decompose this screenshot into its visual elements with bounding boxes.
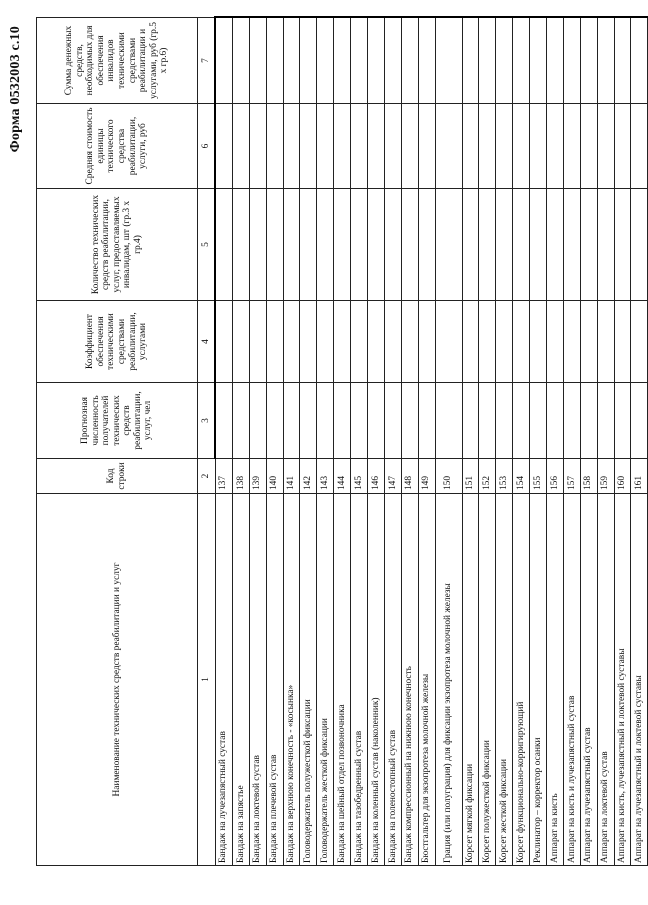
- row-name-cell: Аппарат на локтевой сустав: [597, 494, 614, 866]
- table-row: [351, 18, 368, 866]
- column-number: 2: [198, 459, 216, 494]
- empty-value-cell: [496, 189, 513, 301]
- header-name: Наименование технических средств реабилитации и услуг: [37, 494, 198, 866]
- empty-value-cell: [351, 383, 368, 459]
- empty-value-cell: [283, 18, 300, 104]
- empty-value-cell: [580, 301, 597, 383]
- empty-value-cell: [384, 104, 401, 189]
- empty-value-cell: [401, 104, 418, 189]
- row-name-cell: Бандаж на голеностопный сустав: [384, 494, 401, 866]
- empty-value-cell: [580, 383, 597, 459]
- row-name-cell: Грация (или полуграция) для фиксации экзопротеза молочной железы: [435, 494, 462, 866]
- empty-value-cell: [232, 104, 249, 189]
- row-code-cell: 140: [266, 459, 283, 494]
- empty-value-cell: [435, 189, 462, 301]
- empty-value-cell: [384, 18, 401, 104]
- empty-value-cell: [232, 189, 249, 301]
- empty-value-cell: [334, 301, 351, 383]
- header-row: [37, 18, 198, 866]
- row-code-cell: 145: [351, 459, 368, 494]
- empty-value-cell: [530, 104, 547, 189]
- row-code-cell: 142: [300, 459, 317, 494]
- column-number-row: [198, 18, 216, 866]
- empty-value-cell: [351, 189, 368, 301]
- header-forecast-count: Прогнозная численность получателей технических средств реабилитации, услуг, чел: [37, 383, 198, 459]
- empty-value-cell: [232, 18, 249, 104]
- empty-value-cell: [631, 301, 648, 383]
- row-code-cell: 159: [597, 459, 614, 494]
- table-row: [418, 18, 435, 866]
- row-code-cell: 155: [530, 459, 547, 494]
- empty-value-cell: [597, 301, 614, 383]
- empty-value-cell: [384, 383, 401, 459]
- empty-value-cell: [547, 104, 564, 189]
- row-name-cell: Аппарат на кисть и лучезапястный сустав: [563, 494, 580, 866]
- table-row: [266, 18, 283, 866]
- empty-value-cell: [266, 104, 283, 189]
- table-row: [368, 18, 385, 866]
- empty-value-cell: [266, 301, 283, 383]
- empty-value-cell: [462, 189, 479, 301]
- table-row: [300, 18, 317, 866]
- empty-value-cell: [283, 189, 300, 301]
- column-number: 5: [198, 189, 216, 301]
- empty-value-cell: [300, 104, 317, 189]
- row-name-cell: Реклинатор – корректор осанки: [530, 494, 547, 866]
- empty-value-cell: [317, 301, 334, 383]
- empty-value-cell: [334, 18, 351, 104]
- empty-value-cell: [232, 383, 249, 459]
- row-code-cell: 160: [614, 459, 631, 494]
- row-code-cell: 158: [580, 459, 597, 494]
- table-row: [283, 18, 300, 866]
- empty-value-cell: [614, 301, 631, 383]
- table-row: [597, 18, 614, 866]
- empty-value-cell: [351, 104, 368, 189]
- empty-value-cell: [614, 104, 631, 189]
- empty-value-cell: [334, 189, 351, 301]
- table-row: [249, 18, 266, 866]
- empty-value-cell: [563, 301, 580, 383]
- table-header: [37, 18, 216, 866]
- empty-value-cell: [496, 104, 513, 189]
- row-code-cell: 151: [462, 459, 479, 494]
- empty-value-cell: [563, 104, 580, 189]
- table-row: [513, 18, 530, 866]
- empty-value-cell: [547, 18, 564, 104]
- empty-value-cell: [300, 189, 317, 301]
- row-name-cell: Бандаж на лучезапястный сустав: [215, 494, 232, 866]
- empty-value-cell: [479, 104, 496, 189]
- empty-value-cell: [597, 104, 614, 189]
- column-number: 3: [198, 383, 216, 459]
- column-number: 1: [198, 494, 216, 866]
- empty-value-cell: [283, 383, 300, 459]
- empty-value-cell: [513, 18, 530, 104]
- row-name-cell: Бандаж на шейный отдел позвоночника: [334, 494, 351, 866]
- table-row: [530, 18, 547, 866]
- row-code-cell: 138: [232, 459, 249, 494]
- empty-value-cell: [266, 18, 283, 104]
- empty-value-cell: [479, 383, 496, 459]
- empty-value-cell: [614, 18, 631, 104]
- row-name-cell: Бандаж на плечевой сустав: [266, 494, 283, 866]
- table-row: [563, 18, 580, 866]
- empty-value-cell: [215, 18, 232, 104]
- empty-value-cell: [368, 383, 385, 459]
- row-code-cell: 147: [384, 459, 401, 494]
- assistive-devices-table: [36, 17, 648, 867]
- empty-value-cell: [597, 383, 614, 459]
- empty-value-cell: [580, 18, 597, 104]
- empty-value-cell: [368, 104, 385, 189]
- row-name-cell: Корсет полужесткой фиксации: [479, 494, 496, 866]
- empty-value-cell: [631, 383, 648, 459]
- empty-value-cell: [401, 301, 418, 383]
- row-code-cell: 137: [215, 459, 232, 494]
- table-row: [614, 18, 631, 866]
- empty-value-cell: [496, 301, 513, 383]
- empty-value-cell: [334, 383, 351, 459]
- row-code-cell: 150: [435, 459, 462, 494]
- empty-value-cell: [547, 301, 564, 383]
- row-code-cell: 143: [317, 459, 334, 494]
- empty-value-cell: [580, 189, 597, 301]
- empty-value-cell: [513, 189, 530, 301]
- empty-value-cell: [300, 18, 317, 104]
- empty-value-cell: [513, 301, 530, 383]
- row-name-cell: Бандаж на тазобедренный сустав: [351, 494, 368, 866]
- empty-value-cell: [283, 301, 300, 383]
- empty-value-cell: [418, 189, 435, 301]
- empty-value-cell: [418, 383, 435, 459]
- row-name-cell: Бюстгальтер для экзопротеза молочной железы: [418, 494, 435, 866]
- rotated-form-sheet: [6, 18, 645, 886]
- empty-value-cell: [631, 18, 648, 104]
- empty-value-cell: [232, 301, 249, 383]
- row-name-cell: Бандаж на локтевой сустав: [249, 494, 266, 866]
- row-name-cell: Аппарат на кисть, лучезапястный и локтевой суставы: [614, 494, 631, 866]
- table-row: [215, 18, 232, 866]
- empty-value-cell: [401, 189, 418, 301]
- empty-value-cell: [215, 383, 232, 459]
- empty-value-cell: [317, 104, 334, 189]
- empty-value-cell: [462, 383, 479, 459]
- table-row: [317, 18, 334, 866]
- row-name-cell: Корсет функционально-корригирующий: [513, 494, 530, 866]
- row-name-cell: Бандаж на верхнюю конечность - «косынка»: [283, 494, 300, 866]
- empty-value-cell: [300, 383, 317, 459]
- empty-value-cell: [530, 301, 547, 383]
- empty-value-cell: [462, 301, 479, 383]
- empty-value-cell: [435, 104, 462, 189]
- table-row: [462, 18, 479, 866]
- empty-value-cell: [563, 189, 580, 301]
- row-name-cell: Головодержатель жесткой фиксации: [317, 494, 334, 866]
- empty-value-cell: [384, 301, 401, 383]
- table-row: [631, 18, 648, 866]
- empty-value-cell: [317, 18, 334, 104]
- empty-value-cell: [597, 189, 614, 301]
- table-row: [479, 18, 496, 866]
- empty-value-cell: [563, 383, 580, 459]
- empty-value-cell: [530, 383, 547, 459]
- empty-value-cell: [249, 383, 266, 459]
- row-name-cell: Бандаж на коленный сустав (наколенник): [368, 494, 385, 866]
- empty-value-cell: [266, 383, 283, 459]
- row-name-cell: Бандаж компрессионный на нижнюю конечность: [401, 494, 418, 866]
- row-code-cell: 154: [513, 459, 530, 494]
- column-number: 6: [198, 104, 216, 189]
- empty-value-cell: [631, 104, 648, 189]
- empty-value-cell: [530, 18, 547, 104]
- row-code-cell: 139: [249, 459, 266, 494]
- table-row: [384, 18, 401, 866]
- row-name-cell: Бандаж на запястье: [232, 494, 249, 866]
- row-name-cell: Аппарат на кисть: [547, 494, 564, 866]
- empty-value-cell: [496, 383, 513, 459]
- empty-value-cell: [479, 18, 496, 104]
- empty-value-cell: [580, 104, 597, 189]
- empty-value-cell: [530, 189, 547, 301]
- table-row: [232, 18, 249, 866]
- row-code-cell: 144: [334, 459, 351, 494]
- row-code-cell: 146: [368, 459, 385, 494]
- empty-value-cell: [266, 189, 283, 301]
- empty-value-cell: [435, 18, 462, 104]
- table-row: [435, 18, 462, 866]
- empty-value-cell: [300, 301, 317, 383]
- header-unit-cost: Средняя стоимость единицы технического средства реабилитации, услуги, руб: [37, 104, 198, 189]
- header-total-sum: Сумма денежных средств, необходимых для обеспечения инвалидов техническими средствами реабилитации и услугами, руб (гр.5 х гр.6): [37, 18, 198, 104]
- empty-value-cell: [249, 104, 266, 189]
- row-name-cell: Аппарат на лучезапястный сустав: [580, 494, 597, 866]
- empty-value-cell: [368, 18, 385, 104]
- empty-value-cell: [215, 189, 232, 301]
- empty-value-cell: [462, 104, 479, 189]
- empty-value-cell: [418, 301, 435, 383]
- empty-value-cell: [435, 383, 462, 459]
- row-code-cell: 156: [547, 459, 564, 494]
- empty-value-cell: [479, 189, 496, 301]
- table-row: [496, 18, 513, 866]
- empty-value-cell: [513, 383, 530, 459]
- row-name-cell: Корсет жесткой фиксации: [496, 494, 513, 866]
- empty-value-cell: [283, 104, 300, 189]
- empty-value-cell: [401, 18, 418, 104]
- table-row: [580, 18, 597, 866]
- empty-value-cell: [547, 383, 564, 459]
- row-code-cell: 149: [418, 459, 435, 494]
- column-number: 4: [198, 301, 216, 383]
- header-code: Код строки: [37, 459, 198, 494]
- empty-value-cell: [249, 189, 266, 301]
- empty-value-cell: [614, 189, 631, 301]
- row-code-cell: 152: [479, 459, 496, 494]
- empty-value-cell: [435, 301, 462, 383]
- empty-value-cell: [351, 18, 368, 104]
- row-name-cell: Головодержатель полужесткой фиксации: [300, 494, 317, 866]
- empty-value-cell: [547, 189, 564, 301]
- empty-value-cell: [384, 189, 401, 301]
- empty-value-cell: [368, 301, 385, 383]
- row-code-cell: 161: [631, 459, 648, 494]
- empty-value-cell: [249, 301, 266, 383]
- empty-value-cell: [479, 301, 496, 383]
- table-row: [334, 18, 351, 866]
- row-name-cell: Аппарат на лучезапястный и локтевой суставы: [631, 494, 648, 866]
- empty-value-cell: [215, 301, 232, 383]
- column-number: 7: [198, 18, 216, 104]
- row-code-cell: 148: [401, 459, 418, 494]
- empty-value-cell: [351, 301, 368, 383]
- table-body: [215, 18, 648, 866]
- empty-value-cell: [215, 104, 232, 189]
- empty-value-cell: [597, 18, 614, 104]
- empty-value-cell: [401, 383, 418, 459]
- row-code-cell: 141: [283, 459, 300, 494]
- empty-value-cell: [418, 104, 435, 189]
- table-row: [547, 18, 564, 866]
- empty-value-cell: [496, 18, 513, 104]
- empty-value-cell: [249, 18, 266, 104]
- empty-value-cell: [513, 104, 530, 189]
- row-code-cell: 153: [496, 459, 513, 494]
- empty-value-cell: [563, 18, 580, 104]
- empty-value-cell: [334, 104, 351, 189]
- row-name-cell: Корсет мягкой фиксации: [462, 494, 479, 866]
- header-quantity: Количество технических средств реабилитации, услуг, предоставляемых инвалидам, шт (гр.3 х гр.4): [37, 189, 198, 301]
- form-code-label: Форма 0532003 с.10: [8, 26, 23, 153]
- empty-value-cell: [631, 189, 648, 301]
- empty-value-cell: [418, 18, 435, 104]
- header-coefficient: Коэффициент обеспечения техническими средствами реабилитации, услугами: [37, 301, 198, 383]
- table-row: [401, 18, 418, 866]
- row-code-cell: 157: [563, 459, 580, 494]
- empty-value-cell: [317, 383, 334, 459]
- empty-value-cell: [614, 383, 631, 459]
- empty-value-cell: [317, 189, 334, 301]
- empty-value-cell: [368, 189, 385, 301]
- empty-value-cell: [462, 18, 479, 104]
